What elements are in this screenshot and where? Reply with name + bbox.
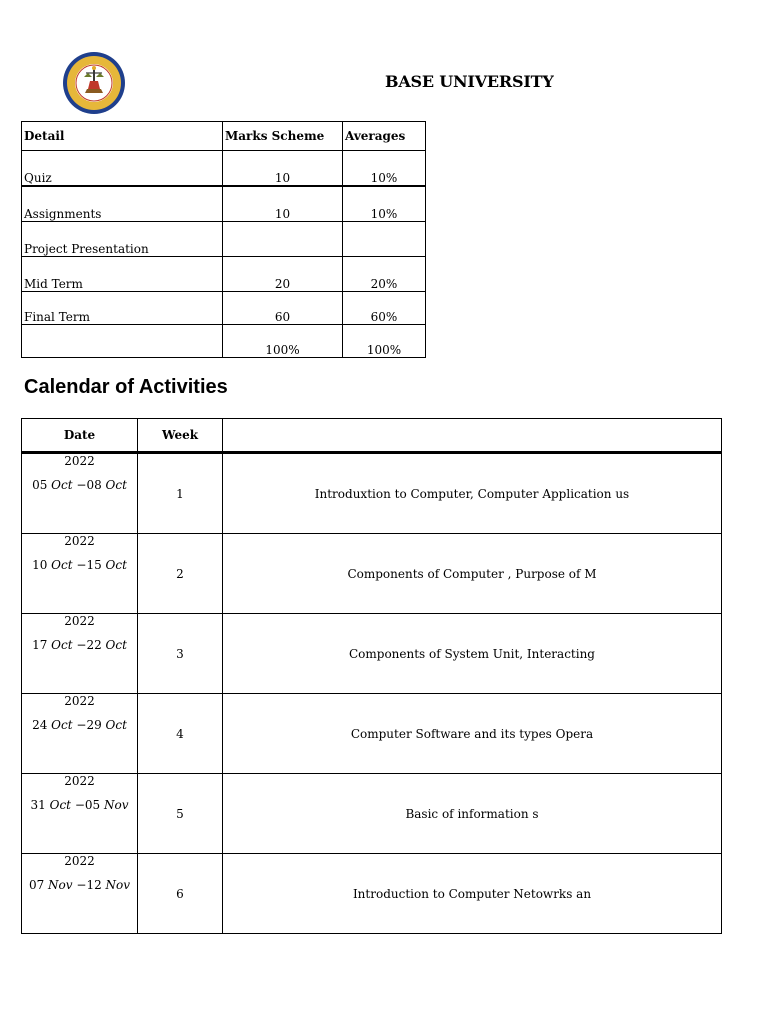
start-day: 17 xyxy=(32,638,48,652)
date-cell xyxy=(22,614,138,694)
end-month: Oct xyxy=(105,718,127,732)
calendar-header-week: Week xyxy=(138,419,223,453)
marks-detail: Quiz xyxy=(22,151,223,187)
date-range: 10 Oct −15 Oct xyxy=(32,558,127,572)
table-row xyxy=(22,774,722,854)
year-label: 2022 xyxy=(64,694,95,708)
week-cell: 4 xyxy=(138,694,223,774)
table-row xyxy=(22,222,426,257)
week-cell: 1 xyxy=(138,453,223,534)
marks-detail xyxy=(22,325,223,358)
date-range: 17 Oct −22 Oct xyxy=(32,638,127,652)
end-day: 22 xyxy=(86,638,102,652)
marks-header-detail: Detail xyxy=(22,122,223,151)
end-day: 29 xyxy=(86,718,102,732)
marks-total-average: 100% xyxy=(343,325,426,358)
calendar-header-date: Date xyxy=(22,419,138,453)
marks-detail: Assignments xyxy=(22,186,223,222)
calendar-table xyxy=(21,418,722,934)
marks-average: 10% xyxy=(343,186,426,222)
table-row xyxy=(22,694,722,774)
end-month: Oct xyxy=(105,558,127,572)
marks-detail: Final Term xyxy=(22,292,223,325)
end-month: Nov xyxy=(103,798,129,812)
end-month: Oct xyxy=(105,478,127,492)
topic-cell: Components of System Unit, Interacting xyxy=(223,614,722,694)
start-month: Oct xyxy=(51,558,73,572)
marks-average: 60% xyxy=(343,292,426,325)
end-day: 12 xyxy=(86,878,102,892)
end-month: Nov xyxy=(105,878,131,892)
week-cell: 3 xyxy=(138,614,223,694)
year-label: 2022 xyxy=(64,854,95,868)
end-month: Oct xyxy=(105,638,127,652)
marks-header-row xyxy=(22,122,426,151)
start-month: Oct xyxy=(49,798,71,812)
date-cell xyxy=(22,854,138,934)
date-cell xyxy=(22,774,138,854)
start-month: Oct xyxy=(51,478,73,492)
calendar-header-topic xyxy=(223,419,722,453)
start-day: 07 xyxy=(28,878,45,892)
end-day: 08 xyxy=(86,478,102,492)
start-month: Oct xyxy=(51,718,73,732)
date-cell xyxy=(22,453,138,534)
end-day: 15 xyxy=(86,558,102,572)
week-cell: 2 xyxy=(138,534,223,614)
topic-cell: Introduction to Computer Netowrks an xyxy=(223,854,722,934)
date-cell xyxy=(22,534,138,614)
week-cell: 5 xyxy=(138,774,223,854)
date-range: 24 Oct −29 Oct xyxy=(32,718,127,732)
date-range: 07 Nov −12 Nov xyxy=(28,878,131,892)
marks-header-averages: Averages xyxy=(343,122,426,151)
year-label: 2022 xyxy=(64,614,95,628)
marks-header-scheme: Marks Scheme xyxy=(223,122,343,151)
university-seal-icon xyxy=(61,51,127,115)
start-day: 31 xyxy=(30,798,46,812)
table-row xyxy=(22,186,426,222)
start-day: 10 xyxy=(32,558,48,572)
marks-average: 10% xyxy=(343,151,426,187)
topic-cell: Computer Software and its types Opera xyxy=(223,694,722,774)
marks-scheme: 10 xyxy=(223,151,343,187)
start-day: 24 xyxy=(32,718,48,732)
marks-scheme xyxy=(223,222,343,257)
marks-average xyxy=(343,222,426,257)
topic-cell: Introduxtion to Computer, Computer Application us xyxy=(223,453,722,534)
year-label: 2022 xyxy=(64,774,95,788)
marks-scheme: 10 xyxy=(223,186,343,222)
marks-scheme: 60 xyxy=(223,292,343,325)
marks-table xyxy=(21,121,426,358)
year-label: 2022 xyxy=(64,534,95,548)
topic-cell: Components of Computer , Purpose of M xyxy=(223,534,722,614)
marks-total-scheme: 100% xyxy=(223,325,343,358)
table-row xyxy=(22,854,722,934)
table-row xyxy=(22,614,722,694)
table-row xyxy=(22,325,426,358)
university-name: BASE UNIVERSITY xyxy=(385,72,554,91)
marks-detail: Project Presentation xyxy=(22,222,223,257)
date-cell xyxy=(22,694,138,774)
start-month: Nov xyxy=(48,878,73,892)
year-label: 2022 xyxy=(64,454,95,468)
table-row xyxy=(22,453,722,534)
calendar-title: Calendar of Activities xyxy=(24,376,228,398)
marks-detail: Mid Term xyxy=(22,257,223,292)
table-row xyxy=(22,257,426,292)
week-cell: 6 xyxy=(138,854,223,934)
start-day: 05 xyxy=(32,478,48,492)
calendar-table-container xyxy=(21,418,630,944)
table-row xyxy=(22,534,722,614)
date-range: 05 Oct −08 Oct xyxy=(32,478,127,492)
table-row xyxy=(22,292,426,325)
calendar-header-row xyxy=(22,419,722,453)
topic-cell: Basic of information s xyxy=(223,774,722,854)
end-day: 05 xyxy=(84,798,101,812)
table-row xyxy=(22,151,426,187)
marks-scheme: 20 xyxy=(223,257,343,292)
date-range: 31 Oct −05 Nov xyxy=(30,798,129,812)
marks-average: 20% xyxy=(343,257,426,292)
start-month: Oct xyxy=(51,638,73,652)
